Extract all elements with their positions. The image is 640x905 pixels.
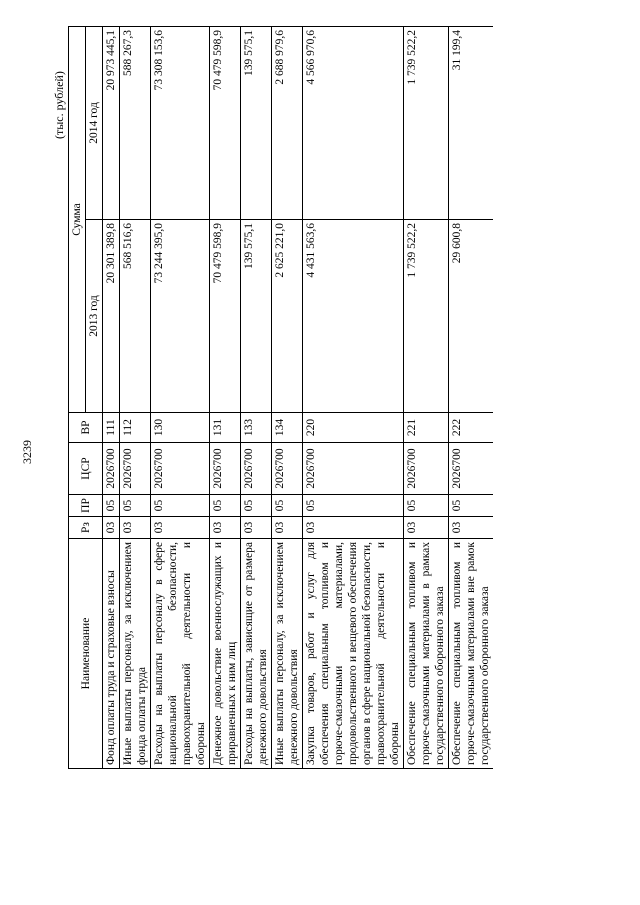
row-pr-cell: 05 bbox=[151, 495, 210, 517]
row-2014-amount: 31 199,4 bbox=[449, 26, 494, 219]
row-vr-cell: 130 bbox=[151, 413, 210, 443]
table-row bbox=[103, 26, 120, 768]
header-rz: Рз bbox=[69, 517, 103, 539]
table-row bbox=[120, 26, 151, 768]
table-row bbox=[303, 26, 404, 768]
row-2013-amount: 4 431 563,6 bbox=[303, 220, 404, 413]
row-csr-cell: 2026700 bbox=[303, 443, 404, 495]
row-rz-cell: 03 bbox=[272, 517, 303, 539]
row-csr-cell: 2026700 bbox=[241, 443, 272, 495]
table-row bbox=[151, 26, 210, 768]
row-csr-cell: 2026700 bbox=[120, 443, 151, 495]
header-pr: ПР bbox=[69, 495, 103, 517]
row-2014-amount: 588 267,3 bbox=[120, 26, 151, 219]
budget-table bbox=[68, 26, 493, 769]
row-vr-cell: 112 bbox=[120, 413, 151, 443]
row-rz-cell: 03 bbox=[103, 517, 120, 539]
row-name-cell: Обеспечение специальным топливом и горюче-смазочными материалами вне рамок государственного оборонного заказа bbox=[449, 539, 494, 769]
page-number: 3239 bbox=[20, 440, 34, 464]
header-row-top bbox=[69, 26, 86, 768]
row-name-cell: Расходы на выплаты, зависящие от размера денежного довольствия bbox=[241, 539, 272, 769]
header-year-2013: 2013 год bbox=[86, 220, 103, 413]
row-name-cell: Иные выплаты персоналу, за исключением фонда оплаты труда bbox=[120, 539, 151, 769]
row-2014-amount: 2 688 979,6 bbox=[272, 26, 303, 219]
row-2013-amount: 70 479 598,9 bbox=[210, 220, 241, 413]
row-2013-amount: 73 244 395,0 bbox=[151, 220, 210, 413]
header-year-2014: 2014 год bbox=[86, 26, 103, 219]
row-2014-amount: 4 566 970,6 bbox=[303, 26, 404, 219]
row-pr-cell: 05 bbox=[303, 495, 404, 517]
row-rz-cell: 03 bbox=[303, 517, 404, 539]
row-csr-cell: 2026700 bbox=[404, 443, 449, 495]
header-vr: ВР bbox=[69, 413, 103, 443]
row-pr-cell: 05 bbox=[404, 495, 449, 517]
row-rz-cell: 03 bbox=[151, 517, 210, 539]
row-vr-cell: 131 bbox=[210, 413, 241, 443]
row-pr-cell: 05 bbox=[210, 495, 241, 517]
row-name-cell: Расходы на выплаты персоналу в сфере национальной безопасности, правоохранительной деятельности и обороны bbox=[151, 539, 210, 769]
table-row bbox=[449, 26, 494, 768]
row-rz-cell: 03 bbox=[210, 517, 241, 539]
row-name-cell: Денежное довольствие военнослужащих и приравненных к ним лиц bbox=[210, 539, 241, 769]
row-rz-cell: 03 bbox=[404, 517, 449, 539]
row-vr-cell: 133 bbox=[241, 413, 272, 443]
row-pr-cell: 05 bbox=[120, 495, 151, 517]
table-row bbox=[210, 26, 241, 768]
row-2013-amount: 29 600,8 bbox=[449, 220, 494, 413]
header-csr: ЦСР bbox=[69, 443, 103, 495]
header-name: Наименование bbox=[69, 539, 103, 769]
table-row bbox=[241, 26, 272, 768]
table-body bbox=[103, 26, 494, 768]
row-pr-cell: 05 bbox=[449, 495, 494, 517]
row-pr-cell: 05 bbox=[241, 495, 272, 517]
row-2014-amount: 73 308 153,6 bbox=[151, 26, 210, 219]
row-2014-amount: 20 973 445,1 bbox=[103, 26, 120, 219]
row-2014-amount: 139 575,1 bbox=[241, 26, 272, 219]
row-name-cell: Обеспечение специальным топливом и горюче-смазочными материалами в рамках государственного оборонного заказа bbox=[404, 539, 449, 769]
row-csr-cell: 2026700 bbox=[151, 443, 210, 495]
row-2013-amount: 20 301 389,8 bbox=[103, 220, 120, 413]
row-name-cell: Фонд оплаты труда и страховые взносы bbox=[103, 539, 120, 769]
row-rz-cell: 03 bbox=[241, 517, 272, 539]
row-2013-amount: 2 625 221,0 bbox=[272, 220, 303, 413]
row-csr-cell: 2026700 bbox=[449, 443, 494, 495]
row-vr-cell: 222 bbox=[449, 413, 494, 443]
row-csr-cell: 2026700 bbox=[272, 443, 303, 495]
row-pr-cell: 05 bbox=[272, 495, 303, 517]
row-csr-cell: 2026700 bbox=[103, 443, 120, 495]
units-note: (тыс. рублей) bbox=[52, 71, 66, 139]
row-rz-cell: 03 bbox=[120, 517, 151, 539]
table-row bbox=[404, 26, 449, 768]
row-vr-cell: 134 bbox=[272, 413, 303, 443]
row-2014-amount: 1 739 522,2 bbox=[404, 26, 449, 219]
row-2013-amount: 139 575,1 bbox=[241, 220, 272, 413]
table-row bbox=[272, 26, 303, 768]
row-vr-cell: 111 bbox=[103, 413, 120, 443]
row-name-cell: Иные выплаты персоналу, за исключением денежного довольствия bbox=[272, 539, 303, 769]
row-rz-cell: 03 bbox=[449, 517, 494, 539]
row-2014-amount: 70 479 598,9 bbox=[210, 26, 241, 219]
row-vr-cell: 221 bbox=[404, 413, 449, 443]
row-vr-cell: 220 bbox=[303, 413, 404, 443]
header-sum: Сумма bbox=[69, 26, 86, 412]
row-2013-amount: 568 516,6 bbox=[120, 220, 151, 413]
row-pr-cell: 05 bbox=[103, 495, 120, 517]
row-csr-cell: 2026700 bbox=[210, 443, 241, 495]
row-name-cell: Закупка товаров, работ и услуг для обеспечения специальным топливом и горюче-смазочными материалами, продовольственного и вещевого обеспечения органов в сфере национальной безопасности, правоохранительной деятельности и обороны bbox=[303, 539, 404, 769]
row-2013-amount: 1 739 522,2 bbox=[404, 220, 449, 413]
